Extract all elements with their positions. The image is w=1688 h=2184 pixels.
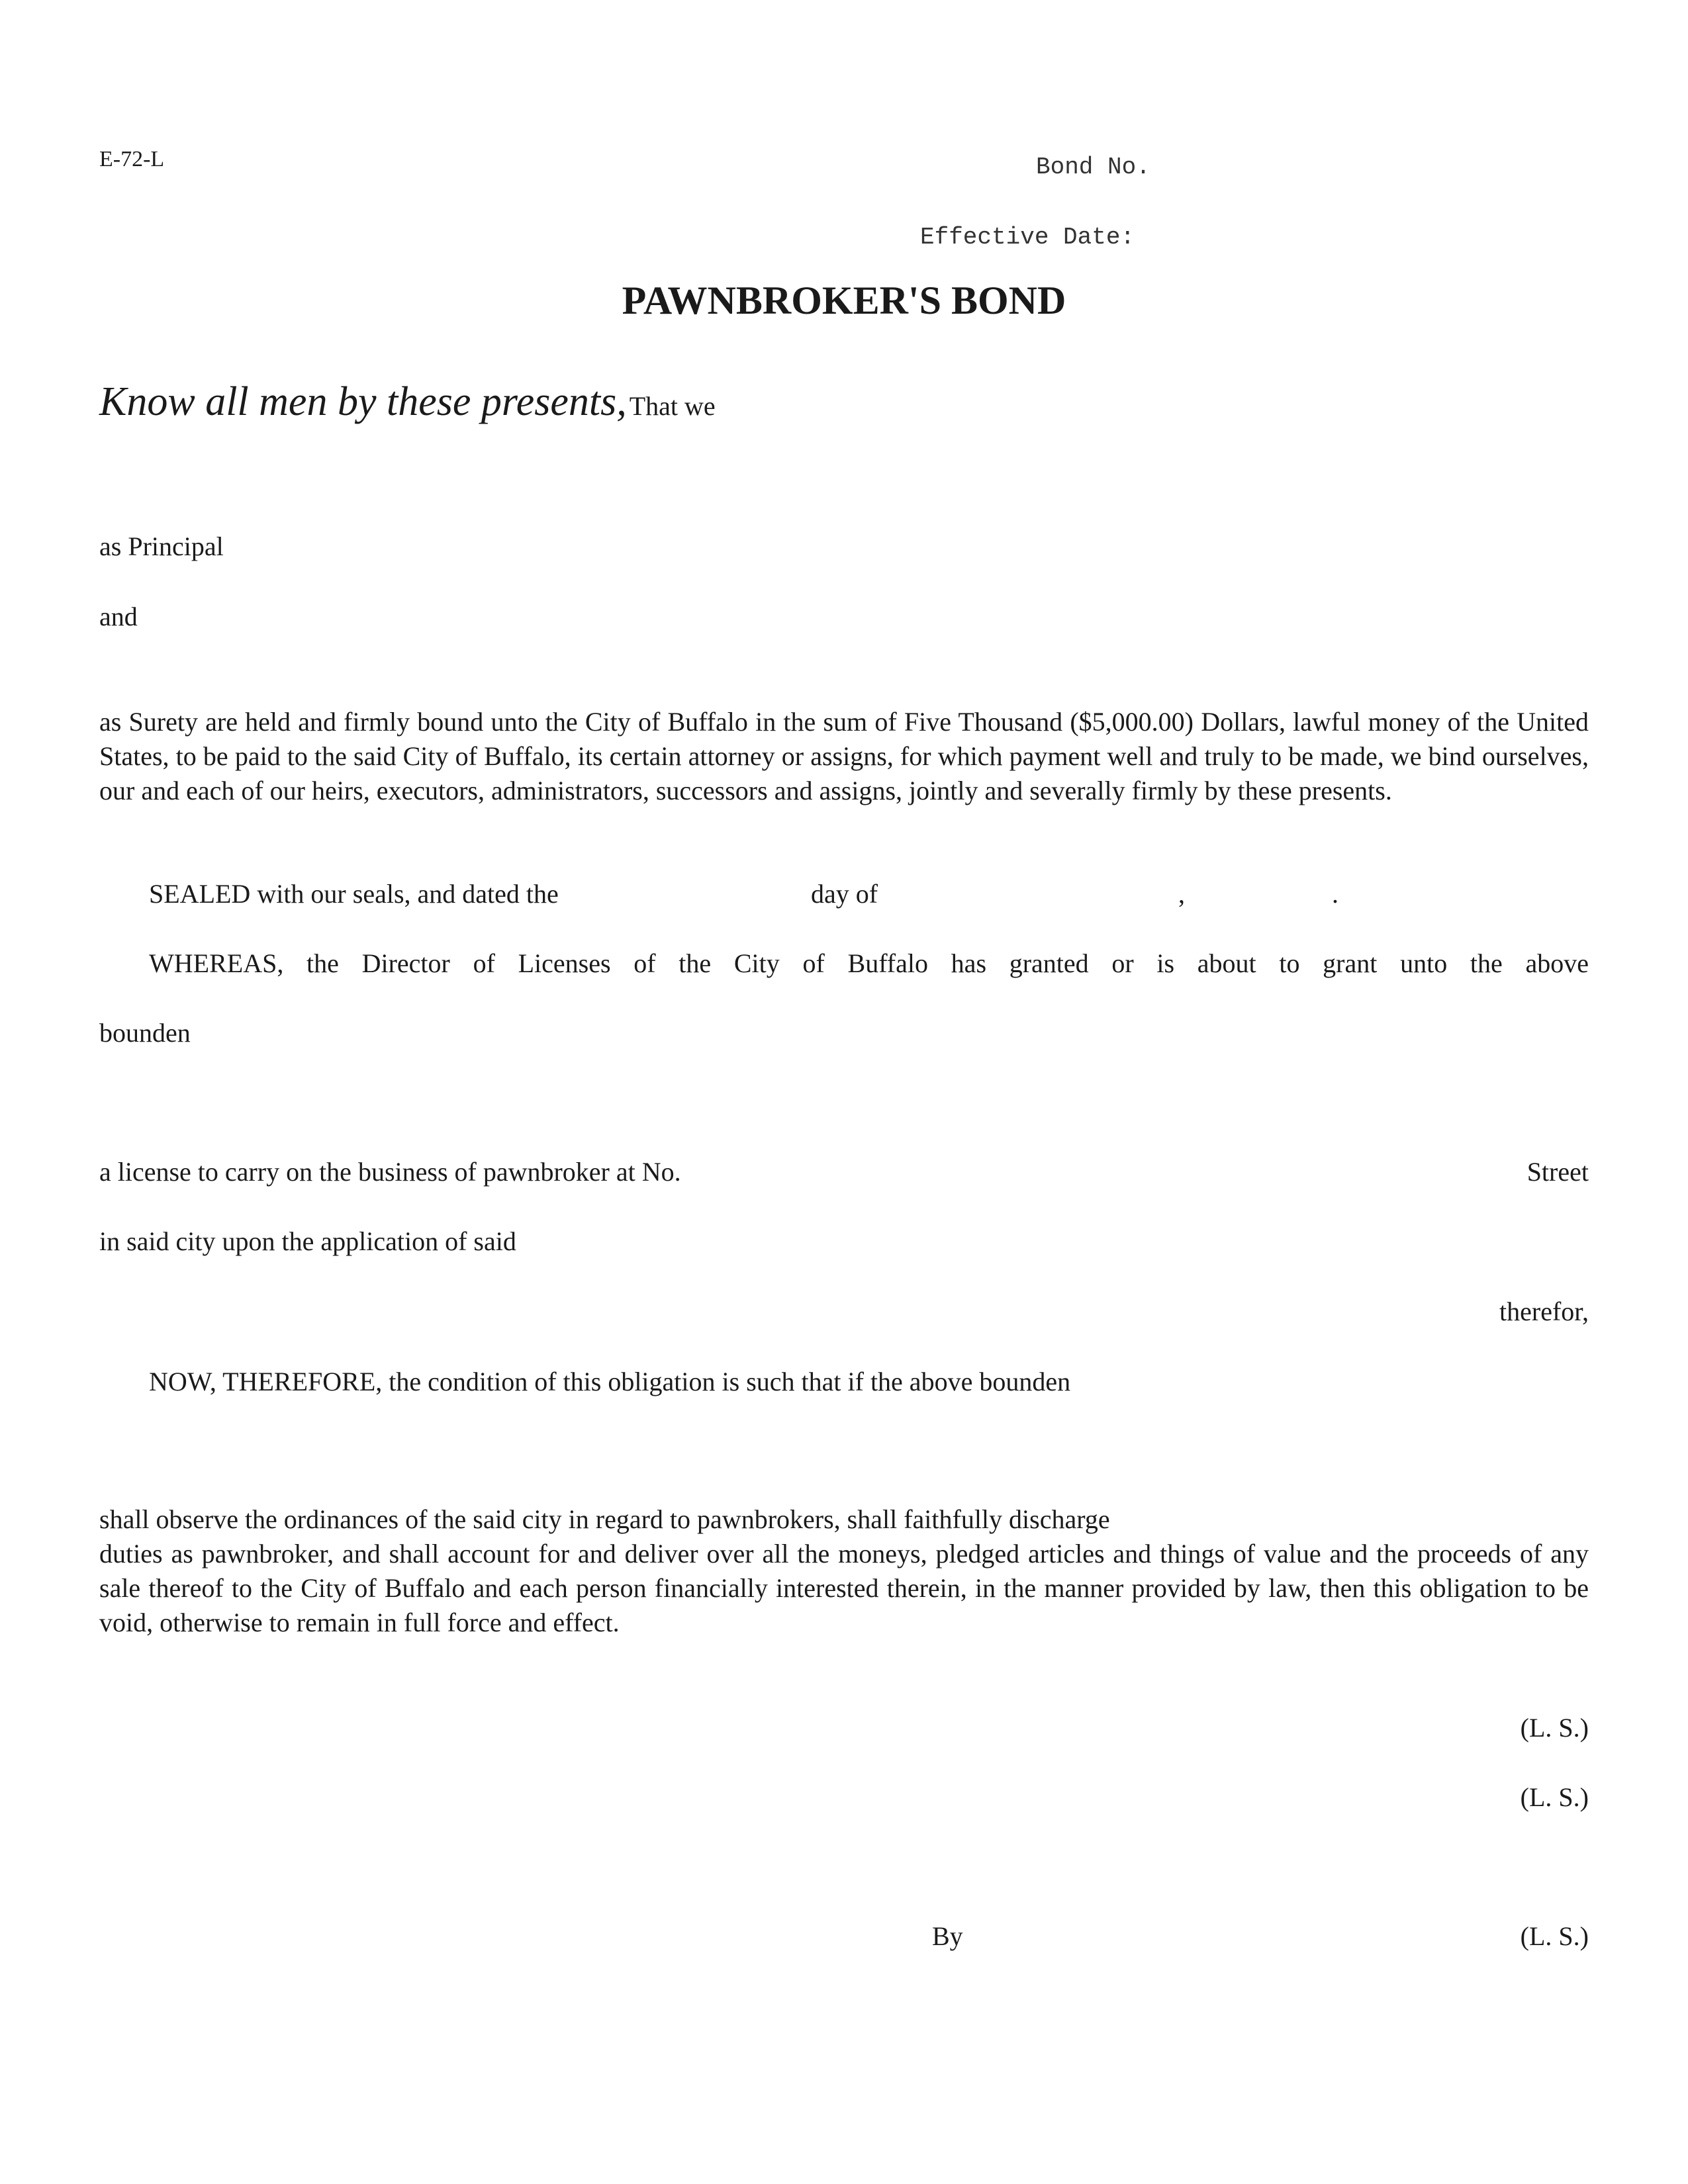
observe-first-line: shall observe the ordinances of the said city in regard to pawnbrokers, shall faithfully discharge	[99, 1504, 1110, 1534]
surety-paragraph: as Surety are held and firmly bound unto the City of Buffalo in the sum of Five Thousand ($5,000.00) Dollars, lawful money of the United States, to be paid to the said City of Buffalo, its certain attorney or assigns, for which payment well and truly to be made, we bind ourselves, our and each of our heirs, executors, administrators, successors and assigns, jointly and severally firmly by these presents.	[99, 707, 1589, 805]
whereas-line: WHEREAS, the Director of Licenses of the City of Buffalo has granted or is about to grant unto the above	[149, 948, 1589, 978]
sealed-comma: ,	[1178, 879, 1185, 909]
form-code: E-72-L	[99, 147, 165, 171]
intro-that-we: That we	[629, 391, 716, 421]
effective-date-label: Effective Date:	[920, 224, 1135, 251]
sealed-day-of: day of	[811, 879, 878, 909]
application-line: in said city upon the application of said	[99, 1226, 516, 1256]
now-therefore-line: NOW, THEREFORE, the condition of this obligation is such that if the above bounden	[149, 1367, 1071, 1396]
seal-mark-1: (L. S.)	[1520, 1713, 1589, 1743]
by-label: By	[932, 1921, 963, 1951]
license-line: a license to carry on the business of pawnbroker at No.	[99, 1157, 681, 1187]
seal-mark-2: (L. S.)	[1520, 1782, 1589, 1812]
and-label: and	[99, 602, 138, 631]
bond-number-label: Bond No.	[1036, 154, 1150, 181]
document-title: PAWNBROKER'S BOND	[622, 279, 1066, 322]
as-principal-label: as Principal	[99, 531, 224, 561]
intro-line	[99, 379, 716, 426]
therefor-label: therefor,	[1499, 1297, 1589, 1326]
sealed-period: .	[1332, 879, 1338, 909]
sealed-text: SEALED with our seals, and dated the	[149, 879, 559, 909]
observe-rest: duties as pawnbroker, and shall account for and deliver over all the moneys, pledged articles and things of value and the proceeds of any sale thereof to the City of Buffalo and each person financially interested therein, in the manner provided by law, then this obligation to be void, otherwise to remain in full force and effect.	[99, 1539, 1589, 1637]
intro-italic: Know all men by these presents,	[99, 379, 627, 424]
bounden-label: bounden	[99, 1018, 191, 1048]
seal-mark-3: (L. S.)	[1520, 1921, 1589, 1951]
street-label: Street	[1526, 1157, 1589, 1187]
observe-paragraph	[99, 1502, 1589, 1640]
